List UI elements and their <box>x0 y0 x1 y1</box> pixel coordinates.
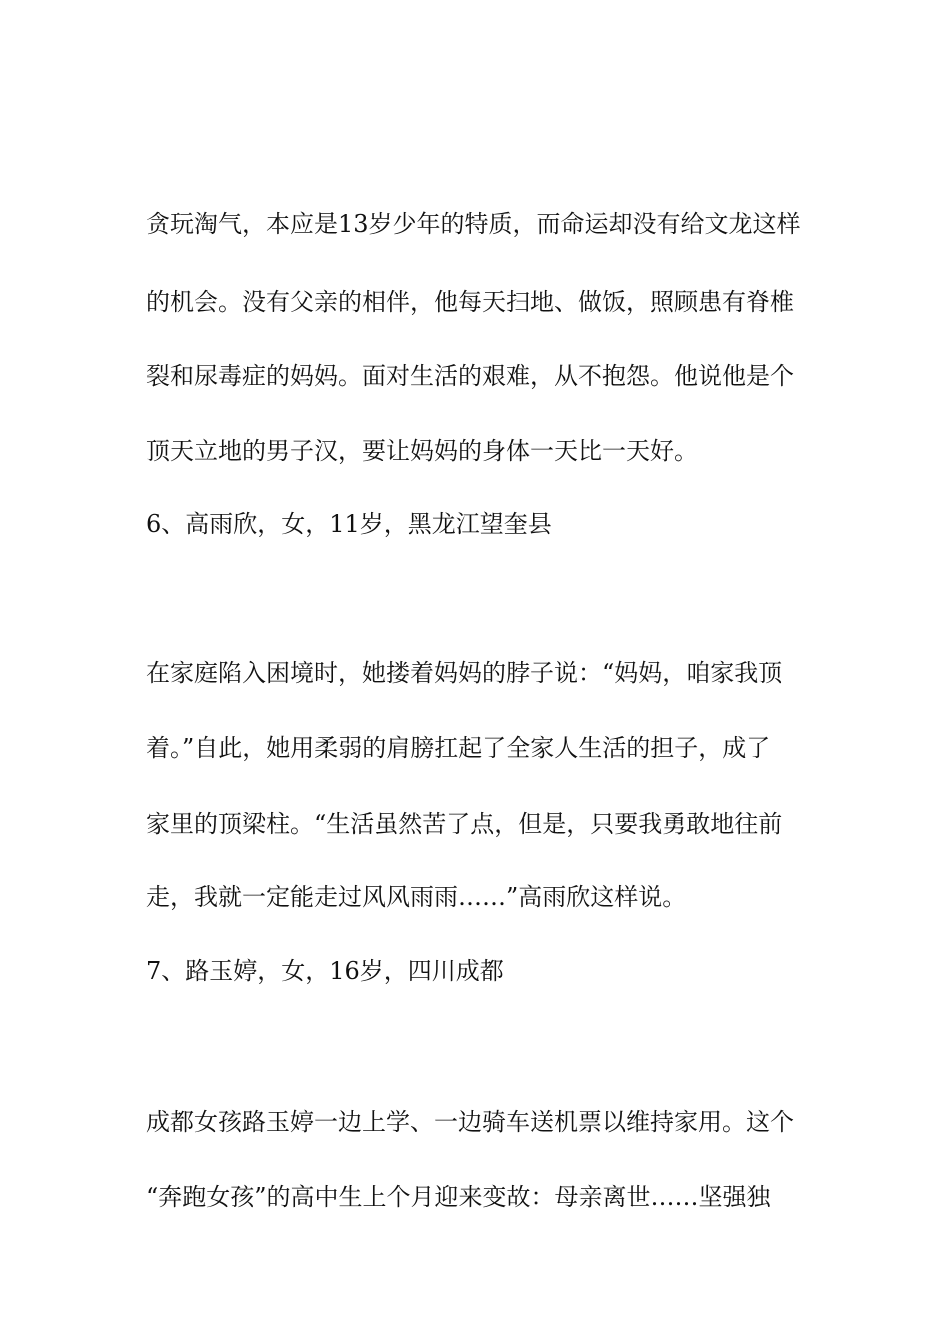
paragraph-2-line-4: 走，我就一定能走过风风雨雨……”高雨欣这样说。 <box>146 883 687 911</box>
paragraph-3-line-1: 成都女孩路玉婷一边上学、一边骑车送机票以维持家用。这个 <box>146 1108 794 1136</box>
paragraph-1-line-1: 贪玩淘气，本应是13岁少年的特质，而命运却没有给文龙这样 <box>146 210 801 238</box>
paragraph-1-line-4: 顶天立地的男子汉，要让妈妈的身体一天比一天好。 <box>146 437 698 465</box>
section-heading-7: 7、路玉婷，女，16岁，四川成都 <box>146 957 504 985</box>
section-heading-6: 6、高雨欣，女，11岁，黑龙江望奎县 <box>146 510 552 538</box>
paragraph-3-line-2: “奔跑女孩”的高中生上个月迎来变故：母亲离世……坚强独 <box>146 1183 771 1211</box>
paragraph-1-line-3: 裂和尿毒症的妈妈。面对生活的艰难，从不抱怨。他说他是个 <box>146 362 794 390</box>
paragraph-2-line-1: 在家庭陷入困境时，她搂着妈妈的脖子说：“妈妈，咱家我顶 <box>146 659 783 687</box>
paragraph-1-line-2: 的机会。没有父亲的相伴，他每天扫地、做饭，照顾患有脊椎 <box>146 288 794 316</box>
paragraph-2-line-2: 着。”自此，她用柔弱的肩膀扛起了全家人生活的担子，成了 <box>146 734 771 762</box>
paragraph-2-line-3: 家里的顶梁柱。“生活虽然苦了点，但是，只要我勇敢地往前 <box>146 810 783 838</box>
